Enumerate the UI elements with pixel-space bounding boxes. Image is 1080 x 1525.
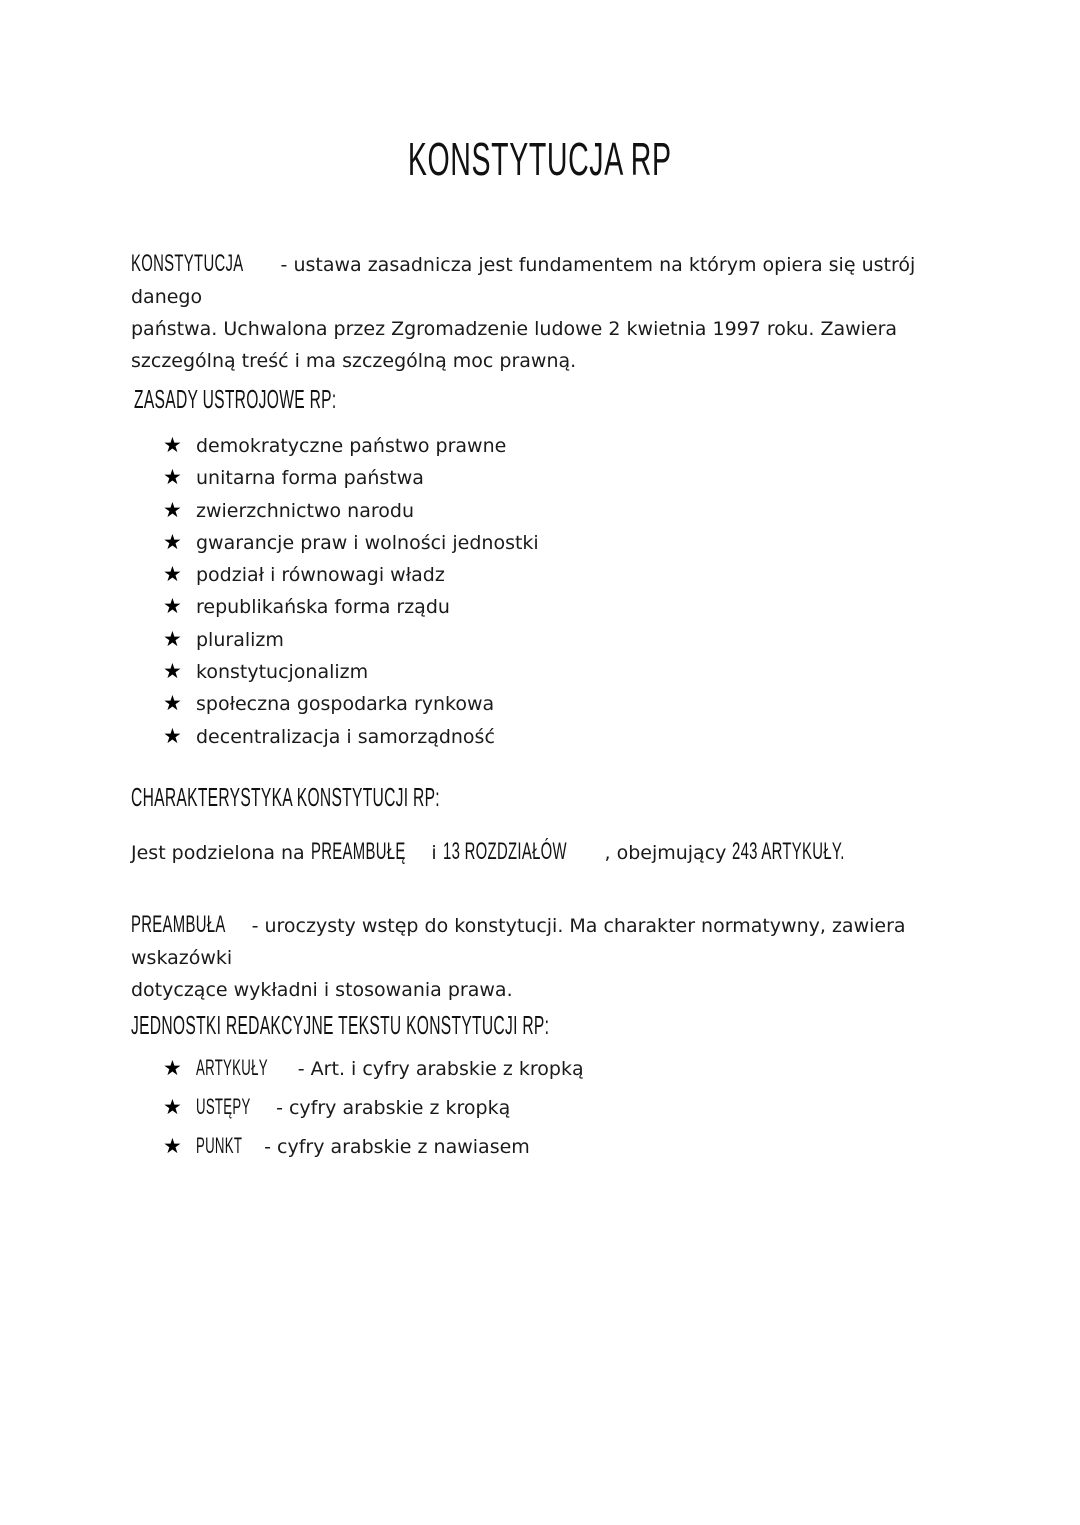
units-list xyxy=(163,1049,584,1166)
unit-desc: - Art. i cyfry arabskie z kropką xyxy=(291,1058,584,1080)
units-heading xyxy=(131,1010,828,1041)
list-item xyxy=(163,721,539,753)
list-item-text: zwierzchnictwo narodu xyxy=(196,499,414,522)
list-item xyxy=(163,624,539,656)
star-icon: ★ xyxy=(163,497,182,522)
list-item-text: republikańska forma rządu xyxy=(196,596,450,619)
characteristics-term-articles: 243 ARTYKUŁY. xyxy=(732,838,846,865)
list-item xyxy=(163,495,539,527)
intro-line-3: szczególną treść i ma szczególną moc prawną. xyxy=(131,350,577,372)
star-icon: ★ xyxy=(163,529,182,554)
preamble-term: PREAMBUŁA xyxy=(131,911,226,938)
preamble-line-2: dotyczące wykładni i stosowania prawa. xyxy=(131,979,513,1001)
list-item xyxy=(163,1127,584,1166)
list-item-text: podział i równowagi władz xyxy=(196,564,445,587)
preamble-line-1 xyxy=(131,909,951,974)
characteristics-text-c: , obejmujący xyxy=(604,842,733,864)
characteristics-text-a: Jest podzielona na xyxy=(131,842,311,864)
list-item-text: konstytucjonalizm xyxy=(196,661,369,684)
preamble-text-1: - uroczysty wstęp do konstytucji. Ma charakter normatywny, zawiera wskazówki xyxy=(131,915,906,969)
unit-term: PUNKT xyxy=(196,1133,243,1158)
star-icon: ★ xyxy=(163,465,182,490)
star-icon: ★ xyxy=(163,1134,182,1158)
characteristics-text-b: i xyxy=(425,842,443,864)
page-title xyxy=(0,132,1080,186)
star-icon: ★ xyxy=(163,433,182,457)
list-item-text: pluralizm xyxy=(196,628,284,651)
star-icon: ★ xyxy=(163,594,182,619)
unit-term: ARTYKUŁY xyxy=(196,1055,268,1080)
list-item-text: decentralizacja i samorządność xyxy=(196,725,495,748)
intro-line-1 xyxy=(131,248,951,313)
list-item xyxy=(163,527,539,559)
characteristics-heading-text: CHARAKTERYSTYKA KONSTYTUCJI RP: xyxy=(131,782,440,812)
star-icon: ★ xyxy=(163,562,182,587)
page-title-text: KONSTYTUCJA RP xyxy=(408,133,672,185)
list-item-text: unitarna forma państwa xyxy=(196,467,424,490)
star-icon: ★ xyxy=(163,723,182,748)
unit-desc: - cyfry arabskie z kropką xyxy=(270,1097,511,1119)
list-item xyxy=(163,656,539,688)
characteristics-paragraph xyxy=(131,836,951,869)
star-icon: ★ xyxy=(163,1095,182,1119)
unit-desc: - cyfry arabskie z nawiasem xyxy=(258,1136,530,1158)
principles-heading xyxy=(134,384,471,415)
intro-paragraph xyxy=(131,248,951,377)
list-item-text: demokratyczne państwo prawne xyxy=(196,435,507,457)
star-icon: ★ xyxy=(163,691,182,716)
unit-term: USTĘPY xyxy=(196,1094,251,1119)
list-item xyxy=(163,559,539,591)
characteristics-heading xyxy=(131,782,646,813)
characteristics-term-preamble: PREAMBUŁĘ xyxy=(310,838,406,865)
intro-term: KONSTYTUCJA xyxy=(131,250,244,277)
principles-heading-text: ZASADY USTROJOWE RP: xyxy=(134,384,337,414)
list-item-text: społeczna gospodarka rynkowa xyxy=(196,693,495,716)
list-item xyxy=(163,1049,584,1088)
star-icon: ★ xyxy=(163,626,182,651)
principles-list xyxy=(163,430,539,753)
list-item xyxy=(163,1088,584,1127)
preamble-paragraph xyxy=(131,909,951,1006)
list-item xyxy=(163,462,539,494)
intro-text-1: - ustawa zasadnicza jest fundamentem na którym opiera się ustrój danego xyxy=(131,254,916,308)
intro-line-2: państwa. Uchwalona przez Zgromadzenie ludowe 2 kwietnia 1997 roku. Zawiera xyxy=(131,318,898,340)
units-heading-text: JEDNOSTKI REDAKCYJNE TEKSTU KONSTYTUCJI RP: xyxy=(131,1010,550,1040)
list-item-text: gwarancje praw i wolności jednostki xyxy=(196,531,539,554)
list-item xyxy=(163,688,539,720)
star-icon: ★ xyxy=(163,659,182,684)
characteristics-term-chapters: 13 ROZDZIAŁÓW xyxy=(442,838,567,865)
list-item xyxy=(163,430,539,462)
list-item xyxy=(163,591,539,623)
star-icon: ★ xyxy=(163,1056,182,1080)
